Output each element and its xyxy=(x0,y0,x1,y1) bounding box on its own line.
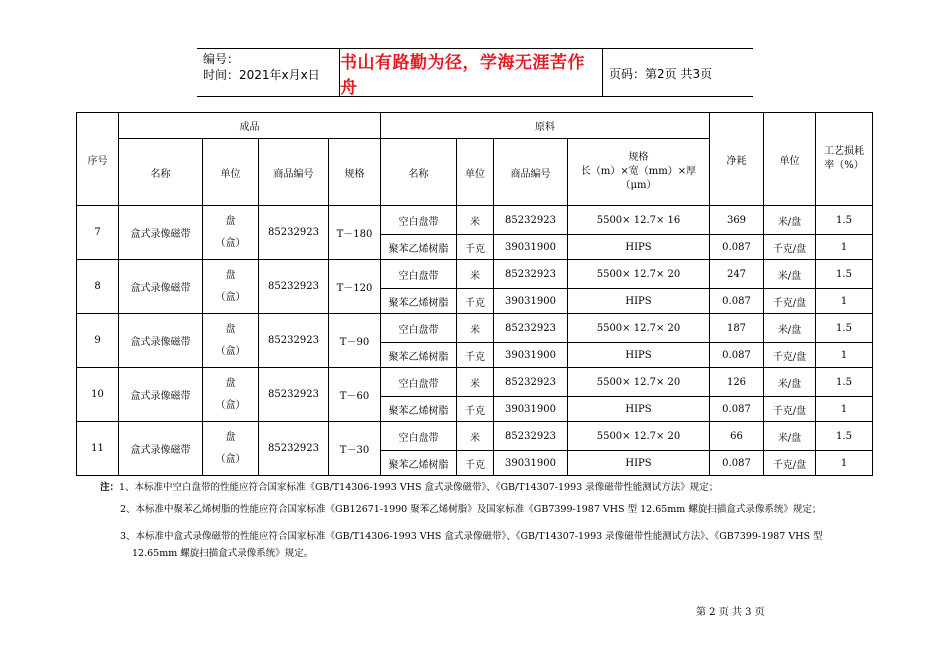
group-material-header: 原料 xyxy=(381,113,710,139)
material-code-header: 商品编号 xyxy=(494,139,568,206)
material-spec: 5500× 12.7× 20 xyxy=(568,314,710,343)
material-unit: 米 xyxy=(457,368,494,397)
unit-top: 盘 xyxy=(225,215,236,227)
consumption-unit: 米/盘 xyxy=(764,260,816,289)
product-unit-header: 单位 xyxy=(203,139,259,206)
row-seq: 8 xyxy=(77,260,119,314)
material-name: 空白盘带 xyxy=(381,260,457,289)
net-consumption: 247 xyxy=(710,260,764,289)
note-1 xyxy=(100,480,718,495)
product-code: 85232923 xyxy=(259,422,329,476)
row-seq: 9 xyxy=(77,314,119,368)
material-code: 39031900 xyxy=(494,235,568,260)
note-label: 注： xyxy=(100,482,120,493)
product-code: 85232923 xyxy=(259,314,329,368)
loss-rate: 1.5 xyxy=(816,368,873,397)
header-page-info: 页码：第2页 共3页 xyxy=(609,67,713,81)
net-consumption: 0.087 xyxy=(710,235,764,260)
product-name: 盒式录像磁带 xyxy=(119,368,203,422)
note-text: 1、本标准中空白盘带的性能应符合国家标准《GB/T14306-1993 VHS 盒式录像磁带》、《GB/T14307-1993 录像磁带性能测试方法》规定； xyxy=(119,482,719,493)
net-consumption: 0.087 xyxy=(710,451,764,476)
table-row xyxy=(77,260,873,289)
material-name: 聚苯乙烯树脂 xyxy=(381,397,457,422)
net-consumption: 0.087 xyxy=(710,289,764,314)
net-consumption: 66 xyxy=(710,422,764,451)
consumption-unit: 米/盘 xyxy=(764,368,816,397)
material-spec: 5500× 12.7× 16 xyxy=(568,206,710,235)
material-name: 空白盘带 xyxy=(381,314,457,343)
material-name-header: 名称 xyxy=(381,139,457,206)
col-loss-header xyxy=(816,113,873,206)
material-unit: 米 xyxy=(457,422,494,451)
consumption-unit: 千克/盘 xyxy=(764,235,816,260)
header-motto: 书山有路勤为径，学海无涯苦作舟 xyxy=(340,52,585,98)
consumption-unit: 千克/盘 xyxy=(764,289,816,314)
material-spec: HIPS xyxy=(568,289,710,314)
material-name: 聚苯乙烯树脂 xyxy=(381,343,457,368)
unit-top: 盘 xyxy=(225,431,236,443)
material-unit-header: 单位 xyxy=(457,139,494,206)
material-name: 聚苯乙烯树脂 xyxy=(381,451,457,476)
row-seq: 7 xyxy=(77,206,119,260)
time-label: 时间：2021年x月x日 xyxy=(203,68,320,82)
net-consumption: 0.087 xyxy=(710,397,764,422)
row-seq: 11 xyxy=(77,422,119,476)
consumption-unit: 米/盘 xyxy=(764,314,816,343)
loss-rate: 1.5 xyxy=(816,260,873,289)
header-divider xyxy=(602,49,603,96)
product-name: 盒式录像磁带 xyxy=(119,422,203,476)
product-code: 85232923 xyxy=(259,368,329,422)
product-spec: T－30 xyxy=(329,422,381,476)
product-code: 85232923 xyxy=(259,206,329,260)
product-unit xyxy=(203,260,259,314)
note-2: 2、本标准中聚苯乙烯树脂的性能应符合国家标准《GB12671-1990 聚苯乙烯树脂》及国家标准《GB7399-1987 VHS 型 12.65mm 螺旋扫描盒式录像系统》规定； xyxy=(120,504,822,515)
material-unit: 千克 xyxy=(457,397,494,422)
page-footer: 第 2 页 共 3 页 xyxy=(696,607,765,618)
unit-bottom: （盒） xyxy=(215,237,246,249)
loss-header-line: 工艺损耗 xyxy=(824,146,864,157)
spec-header-line: 长（m）×宽（mm）×厚 xyxy=(580,166,697,177)
material-unit: 米 xyxy=(457,206,494,235)
material-spec: HIPS xyxy=(568,235,710,260)
material-code: 39031900 xyxy=(494,289,568,314)
material-unit: 米 xyxy=(457,260,494,289)
product-unit xyxy=(203,314,259,368)
material-unit: 千克 xyxy=(457,289,494,314)
consumption-table xyxy=(76,112,873,476)
product-name-header: 名称 xyxy=(119,139,203,206)
unit-top: 盘 xyxy=(225,377,236,389)
note-3-cont: 12.65mm 螺旋扫描盒式录像系统》规定。 xyxy=(132,548,314,559)
product-spec: T－120 xyxy=(329,260,381,314)
consumption-unit: 米/盘 xyxy=(764,422,816,451)
material-name: 空白盘带 xyxy=(381,368,457,397)
material-name: 聚苯乙烯树脂 xyxy=(381,289,457,314)
number-label: 编号： xyxy=(203,52,240,66)
material-code: 39031900 xyxy=(494,343,568,368)
net-consumption: 187 xyxy=(710,314,764,343)
table-row xyxy=(77,314,873,343)
material-spec: 5500× 12.7× 20 xyxy=(568,422,710,451)
loss-rate: 1 xyxy=(816,235,873,260)
loss-rate: 1.5 xyxy=(816,314,873,343)
col-unit-header: 单位 xyxy=(764,113,816,206)
unit-bottom: （盒） xyxy=(215,291,246,303)
material-unit: 米 xyxy=(457,314,494,343)
consumption-unit: 千克/盘 xyxy=(764,451,816,476)
material-unit: 千克 xyxy=(457,235,494,260)
note-3: 3、本标准中盒式录像磁带的性能应符合国家标准《GB/T14306-1993 VHS 盒式录像磁带》、《GB/T14307-1993 录像磁带性能测试方法》、《GB7399-1987 VHS 型 xyxy=(120,531,823,542)
material-unit: 千克 xyxy=(457,343,494,368)
material-code: 85232923 xyxy=(494,314,568,343)
table-row xyxy=(77,422,873,451)
consumption-unit: 千克/盘 xyxy=(764,397,816,422)
loss-rate: 1 xyxy=(816,289,873,314)
net-consumption: 369 xyxy=(710,206,764,235)
material-code: 85232923 xyxy=(494,422,568,451)
material-spec: HIPS xyxy=(568,397,710,422)
product-name: 盒式录像磁带 xyxy=(119,206,203,260)
product-unit xyxy=(203,368,259,422)
material-spec: 5500× 12.7× 20 xyxy=(568,260,710,289)
product-spec: T－90 xyxy=(329,314,381,368)
table-row xyxy=(77,368,873,397)
row-seq: 10 xyxy=(77,368,119,422)
material-spec: HIPS xyxy=(568,451,710,476)
material-spec: HIPS xyxy=(568,343,710,368)
loss-rate: 1.5 xyxy=(816,206,873,235)
loss-rate: 1.5 xyxy=(816,422,873,451)
product-code: 85232923 xyxy=(259,260,329,314)
product-unit xyxy=(203,422,259,476)
material-name: 聚苯乙烯树脂 xyxy=(381,235,457,260)
col-seq-header: 序号 xyxy=(77,113,119,206)
col-net-header: 净耗 xyxy=(710,113,764,206)
spec-header-line: （μm） xyxy=(620,180,657,191)
product-code-header: 商品编号 xyxy=(259,139,329,206)
unit-top: 盘 xyxy=(225,269,236,281)
material-code: 39031900 xyxy=(494,397,568,422)
material-code: 85232923 xyxy=(494,206,568,235)
loss-header-line: 率（%） xyxy=(824,160,864,171)
table-row xyxy=(77,206,873,235)
header-meta xyxy=(203,51,320,83)
material-name: 空白盘带 xyxy=(381,422,457,451)
consumption-unit: 米/盘 xyxy=(764,206,816,235)
product-spec: T－60 xyxy=(329,368,381,422)
loss-rate: 1 xyxy=(816,397,873,422)
material-code: 85232923 xyxy=(494,368,568,397)
consumption-unit: 千克/盘 xyxy=(764,343,816,368)
product-name: 盒式录像磁带 xyxy=(119,260,203,314)
material-code: 39031900 xyxy=(494,451,568,476)
unit-bottom: （盒） xyxy=(215,399,246,411)
page-header xyxy=(197,48,753,97)
material-unit: 千克 xyxy=(457,451,494,476)
material-code: 85232923 xyxy=(494,260,568,289)
net-consumption: 126 xyxy=(710,368,764,397)
group-product-header: 成品 xyxy=(119,113,381,139)
loss-rate: 1 xyxy=(816,343,873,368)
material-spec: 5500× 12.7× 20 xyxy=(568,368,710,397)
product-spec: T－180 xyxy=(329,206,381,260)
product-name: 盒式录像磁带 xyxy=(119,314,203,368)
net-consumption: 0.087 xyxy=(710,343,764,368)
unit-bottom: （盒） xyxy=(215,345,246,357)
material-name: 空白盘带 xyxy=(381,206,457,235)
spec-header-line: 规格 xyxy=(628,152,649,163)
product-unit xyxy=(203,206,259,260)
material-spec-header xyxy=(568,139,710,206)
unit-bottom: （盒） xyxy=(215,453,246,465)
header-row-1 xyxy=(77,113,873,139)
unit-top: 盘 xyxy=(225,323,236,335)
product-spec-header: 规格 xyxy=(329,139,381,206)
loss-rate: 1 xyxy=(816,451,873,476)
